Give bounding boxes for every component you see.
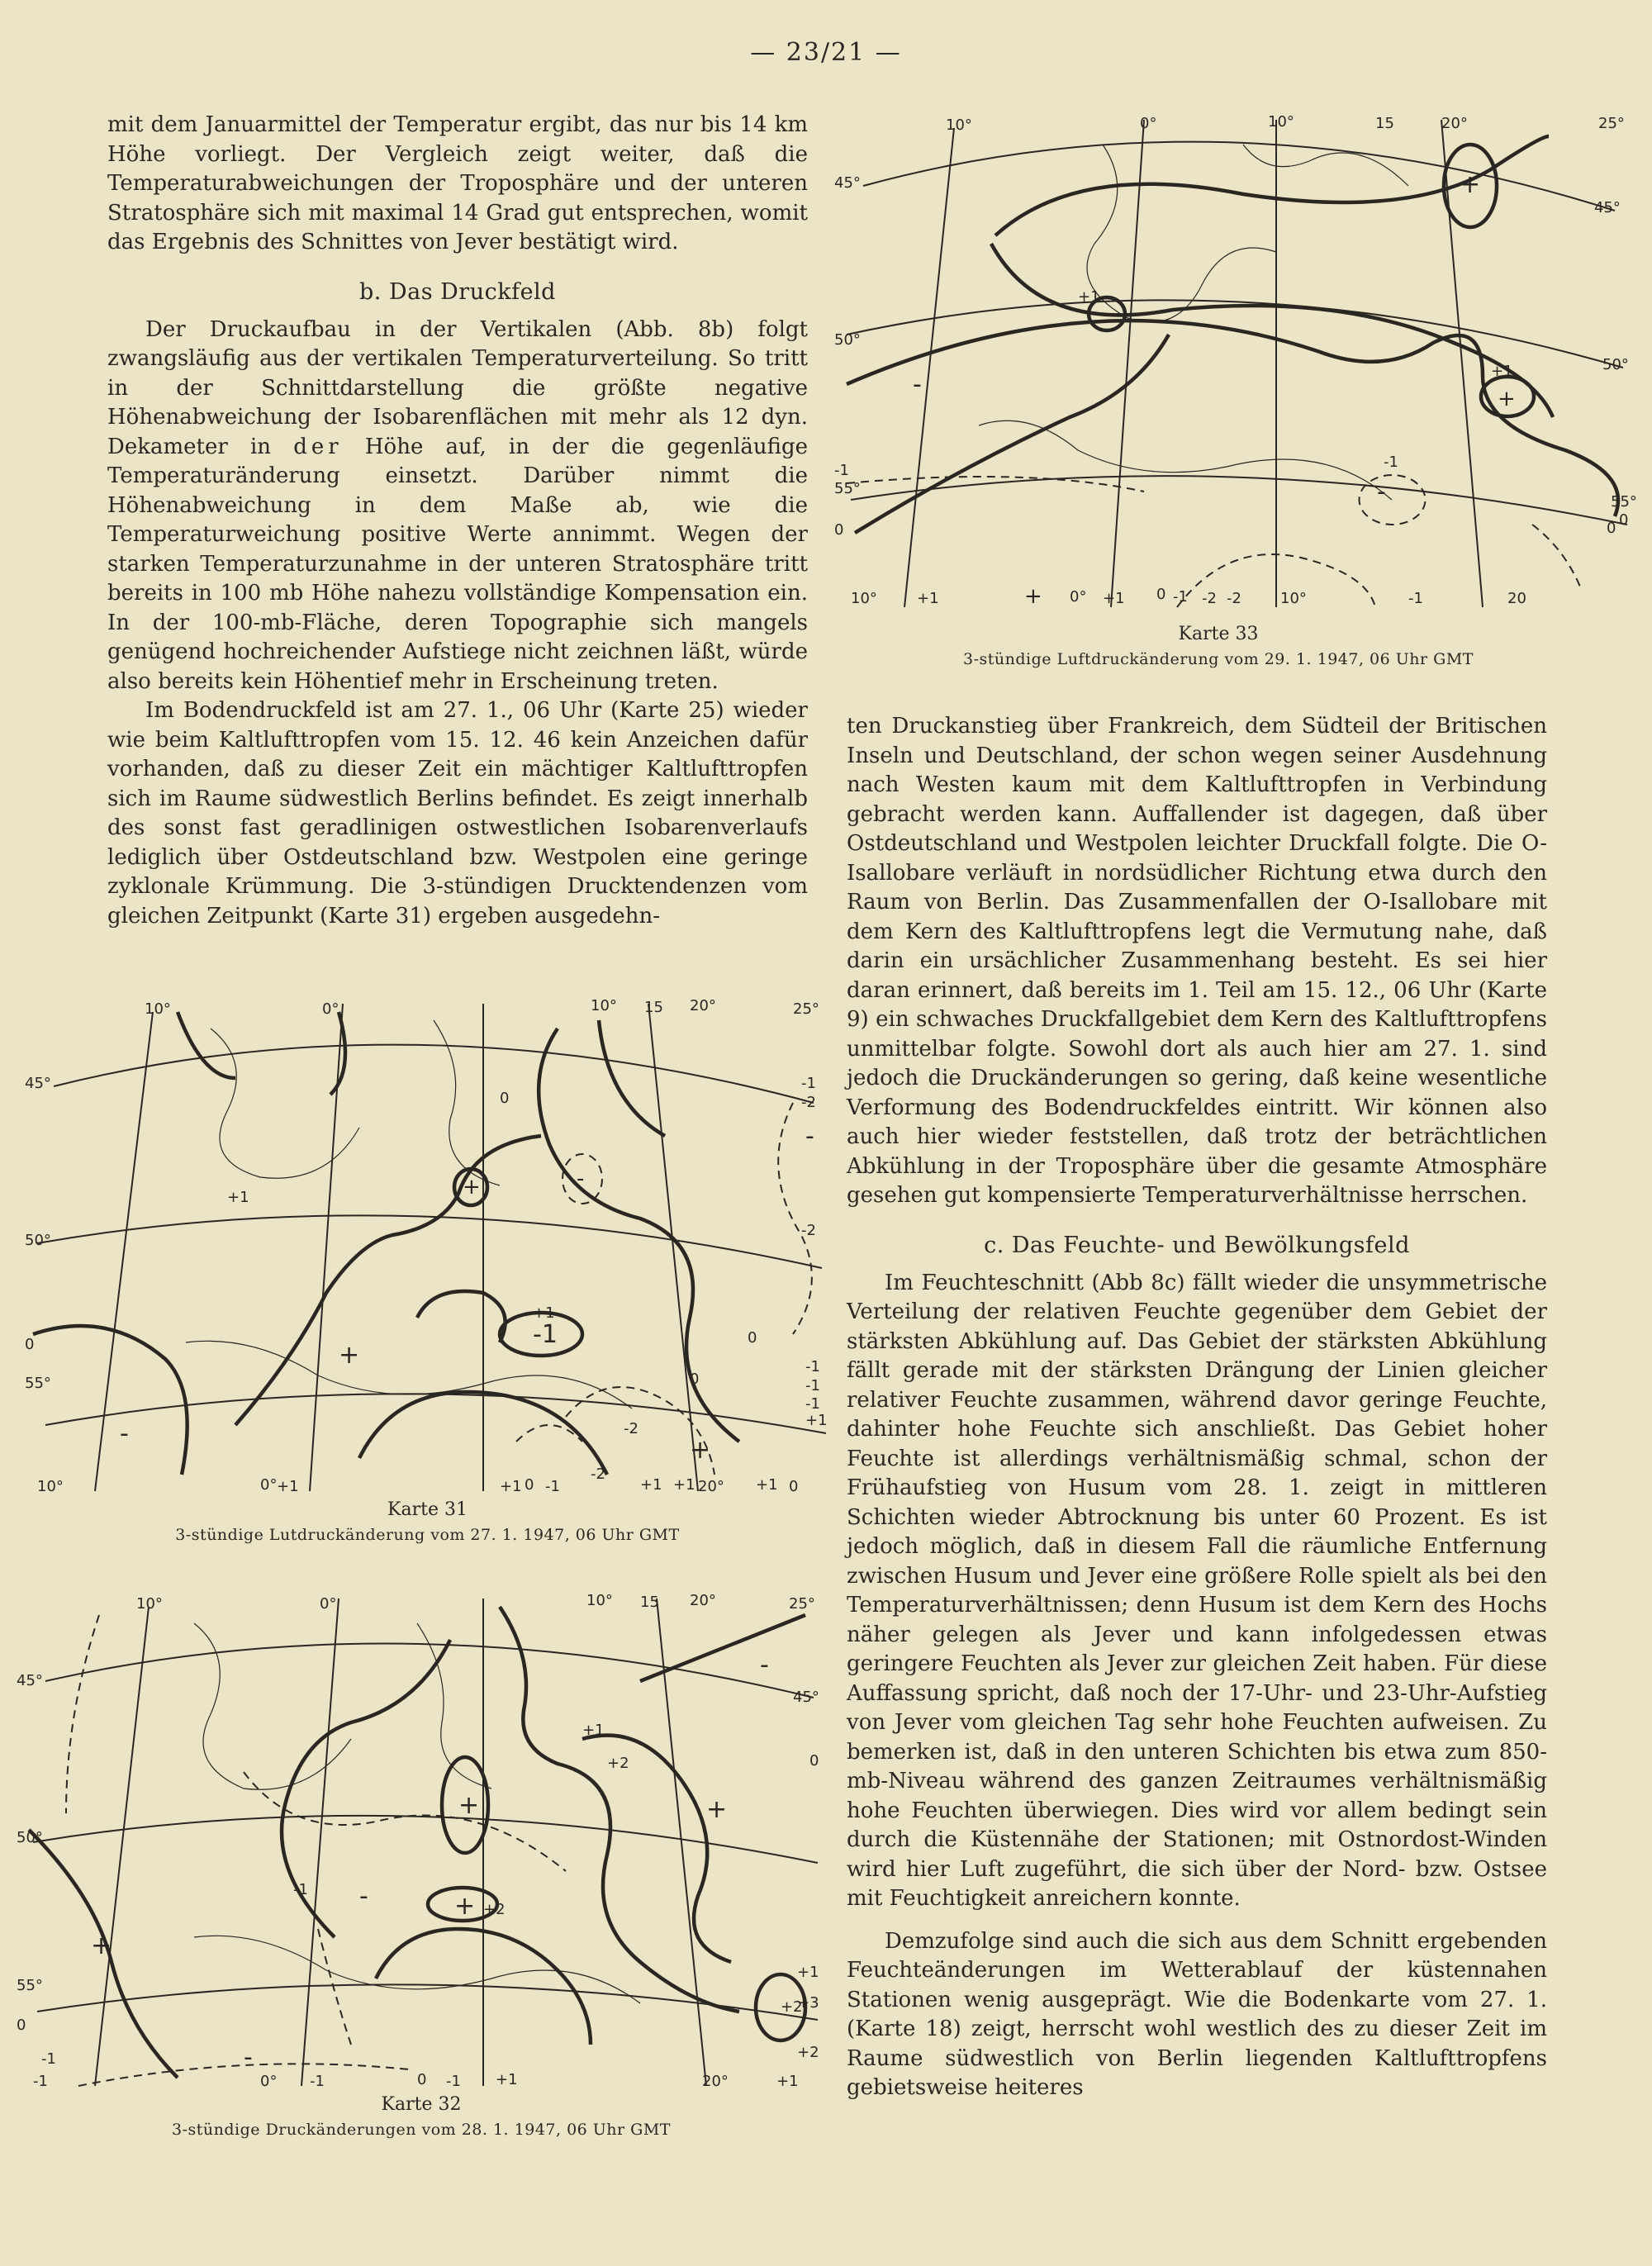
- k31-bottom-label: +1: [277, 1478, 299, 1495]
- k31-lon-label: 10°: [145, 1000, 171, 1018]
- k31-bottom-label: 0: [525, 1476, 534, 1494]
- map-karte-33-title: Karte 33: [1178, 624, 1259, 644]
- k32-sign: 0: [809, 1752, 819, 1770]
- k31-right-label: -1: [805, 1377, 820, 1394]
- k32-sign: +: [91, 1931, 112, 1960]
- k33-right-label: 45°: [1594, 199, 1621, 216]
- k31-sign: 0: [500, 1090, 510, 1107]
- map-karte-31: [21, 995, 834, 1547]
- map-karte-32: [12, 1590, 830, 2142]
- k33-bottom-label: 0: [1156, 586, 1166, 603]
- k31-bottom-label: 0°: [260, 1476, 278, 1494]
- k31-lon-label: 10°: [591, 997, 617, 1014]
- k32-bottom-label: 20°: [702, 2073, 729, 2090]
- k32-lat-label: 0: [17, 2017, 26, 2034]
- right-column-text: [847, 712, 1547, 2103]
- k31-sign: +: [463, 1175, 481, 1200]
- k33-bottom-label: -2: [1227, 590, 1241, 607]
- k31-lat-label: 55°: [25, 1375, 51, 1392]
- k33-bottom-label: -1: [1173, 588, 1188, 606]
- k31-sign: 0: [748, 1329, 757, 1347]
- k31-lon-label: 0°: [322, 1000, 339, 1018]
- k31-lat-label: 45°: [25, 1075, 51, 1092]
- section-b-heading: b. Das Druckfeld: [359, 278, 556, 305]
- k32-lat-label: 50°: [17, 1829, 43, 1846]
- k33-sign: 0: [1607, 520, 1616, 537]
- k32-lon-label: 20°: [690, 1592, 716, 1609]
- k32-right-label: 45°: [793, 1689, 819, 1706]
- k32-sign: +2: [483, 1901, 506, 1918]
- k32-sign: +2: [607, 1755, 629, 1772]
- map-karte-33-subtitle: 3-stündige Luftdruckänderung vom 29. 1. 1947, 06 Uhr GMT: [963, 650, 1474, 668]
- k31-lon-label: 20°: [690, 997, 716, 1014]
- k32-bottom-label: 0: [417, 2071, 427, 2088]
- k32-sign: +: [706, 1795, 728, 1824]
- k33-lat-label: 50°: [834, 331, 861, 349]
- k32-bottom-label: -1: [446, 2073, 461, 2090]
- k32-lat-label: 45°: [17, 1672, 43, 1689]
- k31-lon-label: 25°: [793, 1000, 819, 1018]
- k32-lon-label: 10°: [586, 1592, 613, 1609]
- k33-sign: +1: [1078, 288, 1100, 306]
- k33-lon-label: 20°: [1441, 115, 1468, 132]
- k33-lon-label: 10°: [1268, 113, 1294, 131]
- k31-bottom-label: 0: [789, 1478, 799, 1495]
- k31-bottom-label: -1: [545, 1478, 560, 1495]
- k32-right-label: +3: [797, 1994, 819, 2012]
- k33-sign: -: [913, 370, 922, 399]
- k32-right-label: +2: [797, 2044, 819, 2061]
- k33-lat-label: 45°: [834, 174, 861, 192]
- k32-lon-label: 25°: [789, 1595, 815, 1613]
- k31-sign: 0: [690, 1371, 700, 1388]
- map-karte-32-drawing: [12, 1590, 830, 2094]
- k33-lon-label: 0°: [1140, 115, 1157, 132]
- k33-bottom-label: +1: [1103, 590, 1125, 607]
- k32-sign: +: [458, 1791, 480, 1820]
- k31-bottom-label: -2: [591, 1466, 605, 1483]
- k33-bottom-label: -2: [1202, 590, 1217, 607]
- k32-sign: -1: [41, 2050, 56, 2068]
- k31-sign: -1: [533, 1320, 558, 1349]
- k31-sign: +: [690, 1436, 711, 1465]
- k31-right-label: -2: [801, 1094, 816, 1111]
- section-c-paragraph-2: Demzufolge sind auch die sich aus dem Schnitt ergebenden Feuchteänderungen im Wetterablauf der küstennahen Stationen wenig ausgeprägt. Wie die Bodenkarte vom 27. 1. (Karte 18) zeigt, herrscht wohl westlich des zu dieser Zeit im Raume südwestlich von Berlin liegenden Kaltlufttropfens gebietsweise heiteres: [847, 1928, 1547, 2100]
- k32-bottom-label: -1: [310, 2073, 325, 2090]
- k33-lon-label: 10°: [946, 116, 972, 134]
- map-karte-33: [830, 112, 1640, 672]
- section-c-heading: c. Das Feuchte- und Bewölkungsfeld: [984, 1232, 1410, 1258]
- k33-lat-label: 55°: [834, 480, 861, 497]
- k32-sign: -: [359, 1882, 368, 1911]
- k31-bottom-label: +1: [640, 1476, 662, 1494]
- k31-bottom-label: 20°: [698, 1478, 724, 1495]
- k33-bottom-label: 0°: [1070, 588, 1087, 606]
- k31-right-label: -1: [801, 1075, 816, 1092]
- k32-bottom-label: +1: [776, 2073, 799, 2090]
- k32-bottom-label: -1: [33, 2073, 48, 2090]
- map-karte-31-drawing: [21, 995, 834, 1499]
- k33-bottom-label: +1: [917, 590, 939, 607]
- k31-right-label: -2: [801, 1222, 816, 1239]
- k31-right-label: +1: [805, 1412, 828, 1429]
- k33-right-label: 0: [1619, 511, 1629, 529]
- section-b-paragraph-2: Im Bodendruckfeld ist am 27. 1., 06 Uhr (Karte 25) wieder wie beim Kaltlufttropfen vom 15. 12. 46 kein Anzeichen dafür vorhanden, daß zu dieser Zeit ein mächtiger Kaltlufttropfen sich im Raume südwestlich Berlins befindet. Es zeigt innerhalb des sonst fast geradlinigen ostwestlichen Isobarenverlaufs lediglich über Ostdeutschland bzw. Westpolen eine geringe zyklonale Krümmung. Die 3-stündigen Drucktendenzen vom gleichen Zeitpunkt (Karte 31) ergeben ausgedehn-: [107, 698, 808, 929]
- k31-lon-label: 15: [644, 999, 663, 1016]
- k33-bottom-label: 10°: [851, 590, 877, 607]
- k33-bottom-label: +: [1024, 584, 1042, 609]
- k31-lat-label: 50°: [25, 1232, 51, 1249]
- k31-sign: -: [805, 1122, 814, 1151]
- k31-right-label: -1: [805, 1358, 820, 1375]
- k32-sign: +1: [582, 1722, 605, 1739]
- k32-sign: -: [760, 1651, 769, 1679]
- k32-sign: +: [454, 1892, 476, 1921]
- k33-sign: -: [1377, 477, 1386, 506]
- k33-bottom-label: 20: [1507, 590, 1526, 607]
- map-karte-32-subtitle: 3-stündige Druckänderungen vom 28. 1. 1947, 06 Uhr GMT: [172, 2121, 671, 2139]
- map-karte-33-drawing: [830, 112, 1640, 624]
- k33-sign: +: [1460, 170, 1481, 199]
- k33-right-label: 55°: [1611, 493, 1637, 511]
- map-karte-32-title: Karte 32: [381, 2094, 462, 2115]
- k31-bottom-label: +1: [756, 1476, 778, 1494]
- k33-right-label: 50°: [1602, 356, 1629, 373]
- continued-paragraph: ten Druckanstieg über Frankreich, dem Südteil der Britischen Inseln und Deutschland, der schon wegen seiner Ausdehnung nach Westen kaum mit dem Kaltlufttropfen in Verbindung gebracht werden kann. Auffallender ist dagegen, daß über Ostdeutschland und Westpolen leichter Druckfall folgte. Die O-Isallobare verläuft in nordsüdlicher Richtung etwa durch den Raum von Berlin. Das Zusammenfallen der O-Isallobare mit dem Kern des Kaltlufttropfens legt die Vermutung nahe, daß darin ein ursächlicher Zusammenhang besteht. Es sei hier daran erinnert, daß bereits im 1. Teil am 15. 12., 06 Uhr (Karte 9) ein schwaches Druckfallgebiet dem Kern des Kaltlufttropfens unmittelbar folgte. Sowohl dort als auch hier am 27. 1. sind jedoch die Druckänderungen so gering, daß keine wesentliche Verformung des Bodendruckfeldes eintritt. Wir können also auch hier wieder feststellen, daß trotz der beträchtlichen Abkühlung in der Troposphäre über die gesamte Atmosphäre gesehen gut kompensierte Temperaturverhältnisse herrschen.: [847, 714, 1547, 1208]
- intro-paragraph: mit dem Januarmittel der Temperatur ergibt, das nur bis 14 km Höhe vorliegt. Der Vergleich zeigt weiter, daß die Temperaturabweichungen der Troposphäre und der unteren Stratosphäre sich mit maximal 14 Grad gut entsprechen, womit das Ergebnis des Schnittes von Jever bestätigt wird.: [107, 112, 808, 254]
- k32-sign: -1: [293, 1881, 308, 1898]
- k31-lat-label: 0: [25, 1336, 35, 1353]
- k33-lon-label: 15: [1375, 115, 1394, 132]
- k31-bottom-label: +1: [500, 1478, 522, 1495]
- k31-right-label: -1: [805, 1395, 820, 1413]
- section-b-paragraph-1: Der Druckaufbau in der Vertikalen (Abb. 8b) folgt zwangsläufig aus der vertikalen Temperaturverteilung. So tritt in der Schnittdarstellung die größte negative Höhenabweichung der Isobarenflächen mit mehr als 12 dyn. Dekameter in der Höhe auf, in der die gegenläufige Temperaturänderung einsetzt. Darüber nimmt die Höhenabweichung in dem Maße ab, wie die Temperaturweichung positive Werte annimmt. Wegen der starken Temperaturzunahme in der unteren Stratosphäre tritt bereits in 100 mb Höhe nahezu vollständige Kompensation ein. In der 100-mb-Fläche, deren Topographie sich mangels genügend hochreichender Aufstiege nicht zeichnen läßt, würde also bereits kein Höhentief mehr in Erscheinung treten.: [107, 316, 809, 694]
- k31-bottom-label: 10°: [37, 1478, 64, 1495]
- k33-lat-label: 0: [834, 521, 844, 539]
- page-number: — 23/21 —: [750, 38, 902, 67]
- k31-sign: +1: [533, 1304, 555, 1322]
- section-c-paragraph-1: Im Feuchteschnitt (Abb 8c) fällt wieder die unsymmetrische Verteilung der relativen Feuchte gegenüber dem Gebiet der stärksten Abkühlung auf. Das Gebiet der stärksten Abkühlung fällt gerade mit der stärksten Drängung der Linien gleicher relativer Feuchte zusammen, während davor geringe Feuchte, dahinter hohe Feuchte sich anschließt. Das Gebiet hoher Feuchte ist allerdings verhältnismäßig schmal, schon der Frühaufstieg von Husum vom 28. 1. zeigt in mittleren Schichten wieder Abtrocknung bis unter 60 Prozent. Es ist jedoch möglich, daß in diesem Fall die räumliche Entfernung zwischen Husum und Jever eine größere Rolle spielt als bei den Temperaturverhältnissen; denn Husum ist dem Kern des Hochs näher gelegen als Jever und kann infolgedessen etwas geringere Feuchten als Jever zur gleichen Zeit haben. Für diese Auffassung spricht, daß noch der 17-Uhr- und 23-Uhr-Aufstieg von Jever vom gleichen Tag sehr hohe Feuchten aufweisen. Zu bemerken ist, daß in den unteren Schichten bis etwa zum 850-mb-Niveau während des ganzen Zeitraumes verhältnismäßig hohe Feuchten überwiegen. Dies wird vor allem bedingt sein durch die Küstennähe der Stationen; mit Ostnordost-Winden wird hier Luft zugeführt, die sich über der Nord- bzw. Ostsee mit Feuchtigkeit anreichern konnte.: [847, 1270, 1547, 1911]
- k32-bottom-label: +1: [496, 2071, 518, 2088]
- k33-sign: +1: [1491, 363, 1513, 380]
- left-column-text: [107, 111, 808, 931]
- k31-bottom-label: +1: [673, 1476, 695, 1494]
- k33-sign: -1: [1384, 454, 1398, 471]
- k33-bottom-label: -1: [1408, 590, 1423, 607]
- k31-sign: +1: [227, 1189, 249, 1206]
- k31-sign: -2: [624, 1420, 638, 1437]
- k31-sign: -: [120, 1419, 129, 1448]
- k33-bottom-label: 10°: [1280, 590, 1307, 607]
- k32-lon-label: 15: [640, 1594, 659, 1611]
- map-karte-31-subtitle: 3-stündige Lutdruckänderung vom 27. 1. 1947, 06 Uhr GMT: [175, 1526, 680, 1544]
- k33-sign: +: [1498, 387, 1516, 411]
- k31-sign: -: [577, 1166, 585, 1191]
- k31-sign: +: [339, 1341, 360, 1370]
- k33-lon-label: 25°: [1598, 115, 1625, 132]
- k32-sign: -: [244, 2043, 253, 2072]
- map-karte-31-title: Karte 31: [387, 1499, 468, 1520]
- k33-lat-label: -1: [834, 462, 849, 479]
- k32-sign: +2: [781, 1998, 803, 2016]
- k32-lon-label: 0°: [320, 1595, 337, 1613]
- k32-lat-label: 55°: [17, 1977, 43, 1994]
- k32-right-label: +1: [797, 1964, 819, 1981]
- k32-lon-label: 10°: [136, 1595, 163, 1613]
- k32-bottom-label: 0°: [260, 2073, 278, 2090]
